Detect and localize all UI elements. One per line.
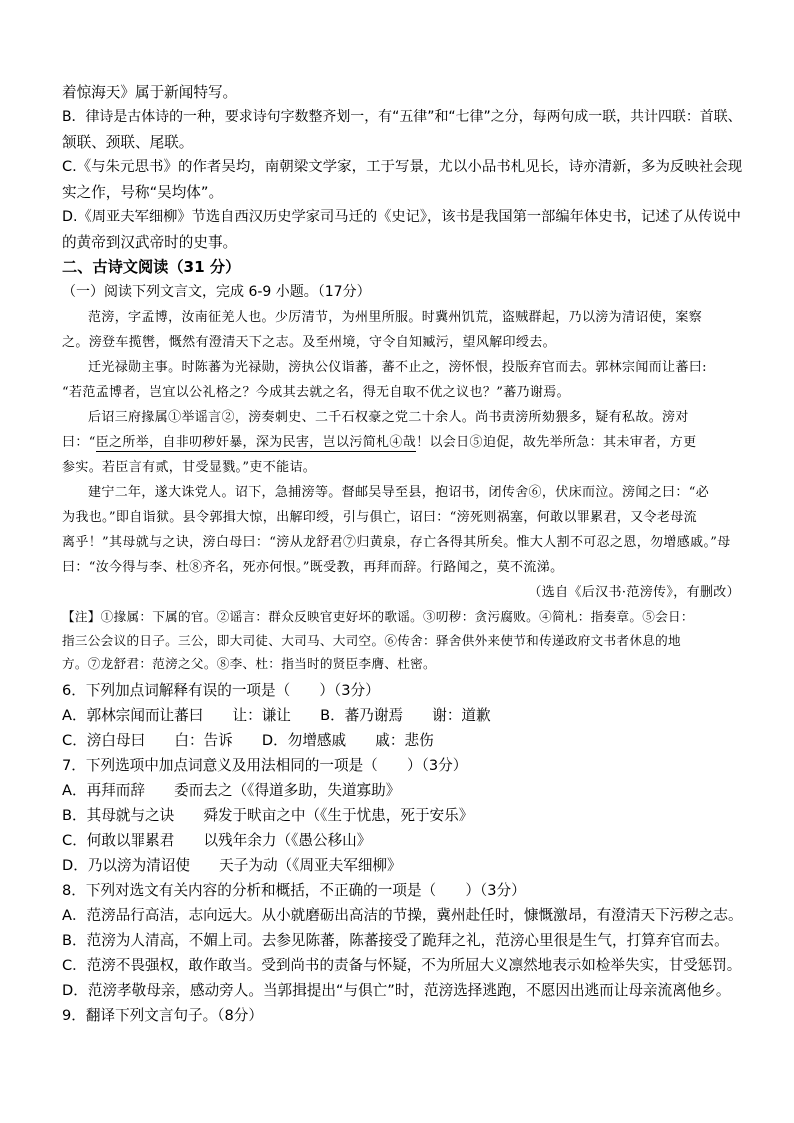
option-text-line: 实之作，号称“吴均体”。 <box>62 184 224 201</box>
underlined-sentence: 臣之所举，自非叨秽奸暴，深为民害，岂以污简札④哉 <box>95 435 417 450</box>
passage-text: 曰：“ <box>62 435 96 450</box>
question-option: D．乃以滂为清诏使 天子为动（《周亚夫军细柳》 <box>62 856 402 874</box>
question-option: C．范滂不畏强权，敢作敢当。受到尚书的责备与怀疑，不为所屈大义凛然地表示如检举失实，甘受惩罚。 <box>62 956 742 974</box>
option-text-line: 着惊海天》属于新闻特写。 <box>62 84 238 101</box>
passage-line: 迁光禄勋主事。时陈蕃为光禄勋，滂执公仪诣蕃，蕃不止之，滂怀恨，投版弃官而去。郭林宗闻而让蕃曰: <box>88 360 707 375</box>
passage-line: 为我也。”即自诣狱。县令郭揖大惊，出解印绶，引与俱亡，诏曰：“滂死则祸塞，何敢以罪累君，又令老母流 <box>62 510 697 525</box>
passage-text: ！以会日⑤迫促，故先举所急：其未审者，方更 <box>416 435 697 450</box>
note-line: 方。⑦龙舒君：范滂之父。⑧李、杜：指当时的贤臣李膺、杜密。 <box>62 656 436 671</box>
question-option: A．再拜而辞 委而去之（《得道多助，失道寡助》 <box>62 781 401 799</box>
passage-line: 离乎！”其母就与之诀，滂白母曰：“滂从龙舒君⑦归黄泉，存亡各得其所矣。惟大人割不可忍之恩，勿增感戚。”母 <box>62 535 731 550</box>
question-stem: 7．下列选项中加点词意义及用法相同的一项是（ ）（3分） <box>62 756 468 774</box>
passage-line: 后诏三府掾属①举谣言②，滂奏刺史、二千石权豪之党二十余人。尚书责滂所劾猥多，疑有私故。滂对 <box>88 410 689 425</box>
question-stem: 9．翻译下列文言句子。（8分） <box>62 1006 263 1024</box>
question-stem: 6．下列加点词解释有误的一项是（ ）（3分） <box>62 681 380 699</box>
passage-source: （选自《后汉书·范滂传》，有删改） <box>528 585 740 600</box>
passage-line: 建宁二年，遂大诛党人。诏下，急捕滂等。督邮吴导至县，抱诏书，闭传舍⑥，伏床而泣。滂闻之曰：“必 <box>88 485 710 500</box>
option-text-line: 颔联、颈联、尾联。 <box>62 134 194 151</box>
question-stem: 8．下列对选文有关内容的分析和概括，不正确的一项是（ ）（3分） <box>62 881 526 899</box>
passage-line: “若范孟博者，岂宜以公礼格之？今成其去就之名，得无自取不优之议也？”蕃乃谢焉。 <box>62 385 570 400</box>
passage-line <box>62 430 742 455</box>
section-title: 二、古诗文阅读（31 分） <box>62 258 241 276</box>
question-option: A．郭林宗闻而让蕃曰 让：谦让 B．蕃乃谢焉 谢：道歉 <box>62 706 491 724</box>
question-option: C．滂白母曰 白：告诉 D．勿增感戚 戚：悲伤 <box>62 731 434 749</box>
note-line: 指三公会议的日子。三公，即大司徒、大司马、大司空。⑥传舍：驿舍供外来使节和传递政府文书者休息的地 <box>62 632 681 648</box>
subsection-title: （一）阅读下列文言文，完成 6-9 小题。（17分） <box>62 284 371 300</box>
question-option: C．何敢以罪累君 以残年余力（《愚公移山》 <box>62 831 372 849</box>
note-line: 【注】①掾属：下属的官。②谣言：群众反映官吏好坏的歌谣。③叨秽：贪污腐败。④简札：指奏章。⑤会日： <box>62 609 694 624</box>
question-option: A．范滂品行高洁，志向远大。从小就磨砺出高洁的节操，冀州赴任时，慷慨激昂，有澄清天下污秽之志。 <box>62 906 743 924</box>
option-text-line: 的黄帝到汉武帝时的史事。 <box>62 234 238 251</box>
passage-line: 范滂，字孟博，汝南征羌人也。少厉清节，为州里所服。时冀州饥荒，盗贼群起，乃以滂为清诏使，案察 <box>88 310 703 325</box>
previous-question-options <box>62 80 742 255</box>
question-option: D．范滂孝敬母亲，感动旁人。当郭揖提出“与俱亡”时，范滂选择逃跑，不愿因出逃而让母亲流离他乡。 <box>62 981 731 999</box>
question-option: B．范滂为人清高，不媚上司。去参见陈蕃，陈蕃接受了跪拜之礼，范滂心里很是生气，打算弃官而去。 <box>62 931 729 949</box>
passage-line: 参实。若臣言有贰，甘受显戮。”吏不能诘。 <box>62 460 317 475</box>
option-text-line: B．律诗是古体诗的一种，要求诗句字数整齐划一，有“五律”和“七律”之分，每两句成一联，共计四联：首联、 <box>62 109 742 125</box>
option-text-line: C.《与朱元思书》的作者吴均，南朝梁文学家，工于写景，尤以小品书札见长，诗亦清新，多为反映社会现 <box>62 159 743 175</box>
annotation-notes <box>62 605 742 676</box>
passage-line: 曰：“汝今得与李、杜⑧齐名，死亦何恨。”既受教，再拜而辞。行路闻之，莫不流涕。 <box>62 560 564 575</box>
question-list <box>62 678 742 1028</box>
exam-page <box>62 80 742 1028</box>
question-option: B．其母就与之诀 舜发于畎亩之中（《生于忧患，死于安乐》 <box>62 806 474 824</box>
passage-line: 之。滂登车揽辔，慨然有澄清天下之志。及至州境，守令自知臧污，望风解印绶去。 <box>62 335 556 350</box>
classical-passage <box>62 305 742 605</box>
option-text-line: D.《周亚夫军细柳》节选自西汉历史学家司马迁的《史记》，该书是我国第一部编年体史书，记述了从传说中 <box>62 209 741 225</box>
